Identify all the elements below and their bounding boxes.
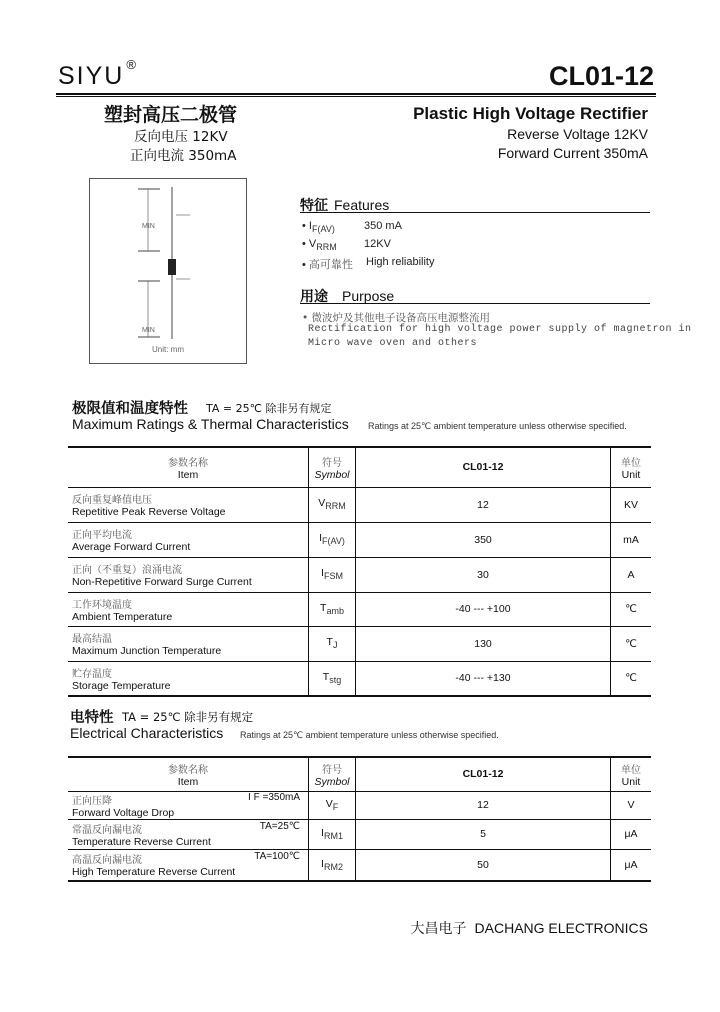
row-item-en: Storage Temperature — [72, 679, 171, 692]
row-unit: ℃ — [611, 626, 652, 661]
row-item-cn: 贮存温度 — [72, 668, 112, 680]
row-symbol-sub: RM2 — [323, 861, 343, 872]
max-ratings-heading-cn: 极限值和温度特性 — [72, 401, 188, 417]
row-item-cn: 正向平均电流 — [72, 530, 132, 541]
row-value: -40 --- +100 — [356, 592, 611, 626]
row-symbol-main: T — [320, 601, 327, 614]
purpose-heading-en: Purpose — [342, 288, 395, 304]
max-ratings-table — [68, 446, 651, 697]
electrical-condition: TA = 25℃ 除非另有规定 — [122, 710, 254, 724]
table-row — [68, 592, 651, 626]
purpose-rule — [300, 303, 650, 304]
row-symbol-sub: amb — [326, 606, 344, 617]
registered-mark: ® — [126, 56, 138, 72]
col-value-header: CL01-12 — [356, 757, 611, 791]
table-row — [68, 661, 651, 696]
purpose-line-cn: • 微波炉及其他电子设备高压电源整流用 — [302, 312, 491, 324]
en-reverse-voltage: Reverse Voltage 12KV — [507, 126, 648, 142]
row-symbol — [309, 522, 356, 557]
row-value: -40 --- +130 — [356, 661, 611, 696]
col-item-header — [68, 757, 309, 791]
feature-symbol-sub: F(AV) — [311, 224, 335, 235]
row-symbol-sub: F(AV) — [322, 536, 345, 547]
feature-symbol: V — [308, 238, 317, 250]
cn-forward-current: 正向电流 350mA — [130, 148, 237, 164]
row-unit: μA — [611, 849, 652, 881]
row-item-cn: 工作环境温度 — [72, 599, 132, 611]
row-item-cn: 常温反向漏电流 — [72, 824, 142, 836]
electrical-table — [68, 756, 651, 882]
row-symbol — [309, 592, 356, 626]
row-symbol — [309, 626, 356, 661]
header-rule-thin — [56, 96, 656, 97]
row-symbol-sub: FSM — [323, 571, 343, 582]
table-header-row — [68, 757, 651, 791]
row-unit: mA — [611, 522, 652, 557]
row-symbol — [309, 557, 356, 592]
row-symbol-sub: RRM — [325, 501, 346, 512]
row-symbol — [309, 849, 356, 881]
col-symbol-header — [309, 757, 356, 791]
row-item-en: Maximum Junction Temperature — [72, 645, 222, 657]
row-condition: I F =350mA — [248, 791, 300, 803]
feature-symbol-sub: RRM — [316, 242, 337, 253]
row-item-en: Average Forward Current — [72, 541, 191, 553]
company-name-en: DACHANG ELECTRONICS — [474, 920, 648, 936]
row-unit: KV — [611, 487, 652, 522]
row-condition: TA=25℃ — [259, 820, 300, 832]
row-item-cn: 反向重复峰值电压 — [72, 495, 152, 506]
table-row — [68, 487, 651, 522]
table-row — [68, 522, 651, 557]
row-item-en: High Temperature Reverse Current — [72, 866, 236, 879]
cn-title: 塑封高压二极管 — [104, 104, 238, 126]
col-item-en: Item — [177, 468, 199, 481]
company-footer — [411, 918, 648, 938]
col-item-cn: 参数名称 — [168, 457, 208, 469]
row-symbol — [309, 487, 356, 522]
row-symbol-main: V — [325, 797, 333, 810]
drawing-unit: Unit: mm — [152, 345, 184, 354]
row-value: 50 — [356, 849, 611, 881]
row-item-cn: 高温反向漏电流 — [72, 855, 142, 867]
row-symbol-main: I — [321, 826, 324, 839]
col-item-cn: 参数名称 — [168, 764, 208, 776]
row-symbol — [309, 791, 356, 819]
package-outline-svg — [90, 179, 246, 363]
part-number: CL01-12 — [548, 61, 654, 91]
col-symbol-header — [309, 447, 356, 487]
row-item-cn: 最高结温 — [72, 634, 112, 645]
col-unit-cn: 单位 — [621, 457, 641, 469]
row-item-en: Temperature Reverse Current — [72, 835, 211, 848]
feature-symbol: I — [308, 220, 312, 232]
features-heading-cn: 特征 — [300, 198, 328, 214]
electrical-heading-cn: 电特性 — [70, 710, 114, 726]
company-name-cn: 大昌电子 — [410, 921, 467, 937]
feature-item-voltage: • $V_{RRM}$ — [302, 238, 337, 253]
electrical-note: Ratings at 25℃ ambient temperature unless otherwise specified. — [240, 730, 499, 740]
row-item-en: Repetitive Peak Reverse Voltage — [72, 506, 226, 518]
col-unit-en: Unit — [621, 775, 641, 788]
row-value: 12 — [356, 791, 611, 819]
feature-value-reliability: High reliability — [366, 256, 435, 268]
row-value: 130 — [356, 626, 611, 661]
row-symbol-main: I — [321, 567, 324, 580]
feature-item-reliability: • 高可靠性 — [302, 258, 353, 271]
row-symbol-sub: J — [332, 640, 338, 651]
table-row — [68, 791, 651, 819]
row-item-cn: 正向（不重复）浪涌电流 — [72, 565, 182, 576]
brand-logo — [58, 56, 138, 91]
row-item-en: Ambient Temperature — [72, 610, 173, 623]
row-item-en: Forward Voltage Drop — [72, 806, 175, 819]
electrical-heading-en: Electrical Characteristics — [70, 725, 224, 741]
table-row — [68, 819, 651, 849]
col-symbol-cn: 符号 — [322, 457, 342, 469]
row-symbol-main: I — [319, 532, 323, 545]
row-value: 30 — [356, 557, 611, 592]
row-unit: A — [611, 557, 652, 592]
row-unit: ℃ — [611, 592, 652, 626]
col-symbol-en: Symbol — [314, 468, 350, 481]
row-symbol-sub: stg — [329, 675, 342, 686]
purpose-text-cn: 微波炉及其他电子设备高压电源整流用 — [311, 312, 491, 324]
table-row — [68, 849, 651, 881]
purpose-heading-cn: 用途 — [300, 289, 328, 305]
row-symbol-main: T — [326, 636, 333, 649]
feature-symbol: 高可靠性 — [308, 258, 353, 271]
max-ratings-note: Ratings at 25℃ ambient temperature unless otherwise specified. — [368, 421, 627, 431]
row-unit: μA — [611, 819, 652, 849]
feature-value-voltage: 12KV — [364, 238, 391, 250]
table-row — [68, 557, 651, 592]
purpose-line-en2: Micro wave oven and others — [308, 338, 478, 349]
purpose-line-en1: Rectification for high voltage power supply of magnetron in — [308, 324, 692, 335]
row-symbol-main: I — [321, 857, 324, 870]
col-item-header — [68, 447, 309, 487]
brand-name: SIYU — [58, 62, 125, 90]
col-unit-en: Unit — [621, 468, 641, 481]
row-value: 12 — [356, 487, 611, 522]
feature-item-current: • $I_{F(AV)}$ — [302, 220, 335, 235]
row-condition: TA=100℃ — [254, 851, 300, 863]
row-item-cn: 正向压降 — [72, 795, 112, 807]
table-header-row — [68, 447, 651, 487]
features-rule — [300, 212, 650, 213]
feature-value-current: 350 mA — [364, 220, 402, 232]
en-title: Plastic High Voltage Rectifier — [413, 104, 648, 123]
row-symbol — [309, 819, 356, 849]
row-symbol-sub: F — [332, 802, 339, 813]
row-symbol-sub: RM1 — [323, 831, 343, 842]
drawing-label-min-top: MIN — [142, 223, 155, 230]
en-forward-current: Forward Current 350mA — [497, 145, 648, 161]
col-unit-header — [611, 757, 652, 791]
max-ratings-condition: TA = 25℃ 除非另有规定 — [206, 402, 332, 415]
max-ratings-heading-en: Maximum Ratings & Thermal Characteristics — [72, 416, 349, 432]
features-heading-en: Features — [334, 197, 390, 213]
row-value: 5 — [356, 819, 611, 849]
drawing-label-min-bottom: MIN — [142, 327, 155, 334]
col-item-en: Item — [177, 775, 199, 788]
table-row — [68, 626, 651, 661]
row-unit: ℃ — [611, 661, 652, 696]
col-value-header: CL01-12 — [356, 447, 611, 487]
col-symbol-cn: 符号 — [322, 764, 342, 776]
package-drawing — [89, 178, 247, 364]
row-unit: V — [611, 791, 652, 819]
col-unit-cn: 单位 — [621, 764, 641, 776]
col-symbol-en: Symbol — [314, 775, 350, 788]
row-item-en: Non-Repetitive Forward Surge Current — [72, 576, 252, 588]
cn-reverse-voltage: 反向电压 12KV — [134, 129, 228, 145]
row-value: 350 — [356, 522, 611, 557]
row-symbol — [309, 661, 356, 696]
col-unit-header — [611, 447, 652, 487]
row-symbol-main: T — [322, 671, 330, 684]
row-symbol-main: V — [318, 497, 326, 510]
header-rule — [56, 93, 656, 95]
